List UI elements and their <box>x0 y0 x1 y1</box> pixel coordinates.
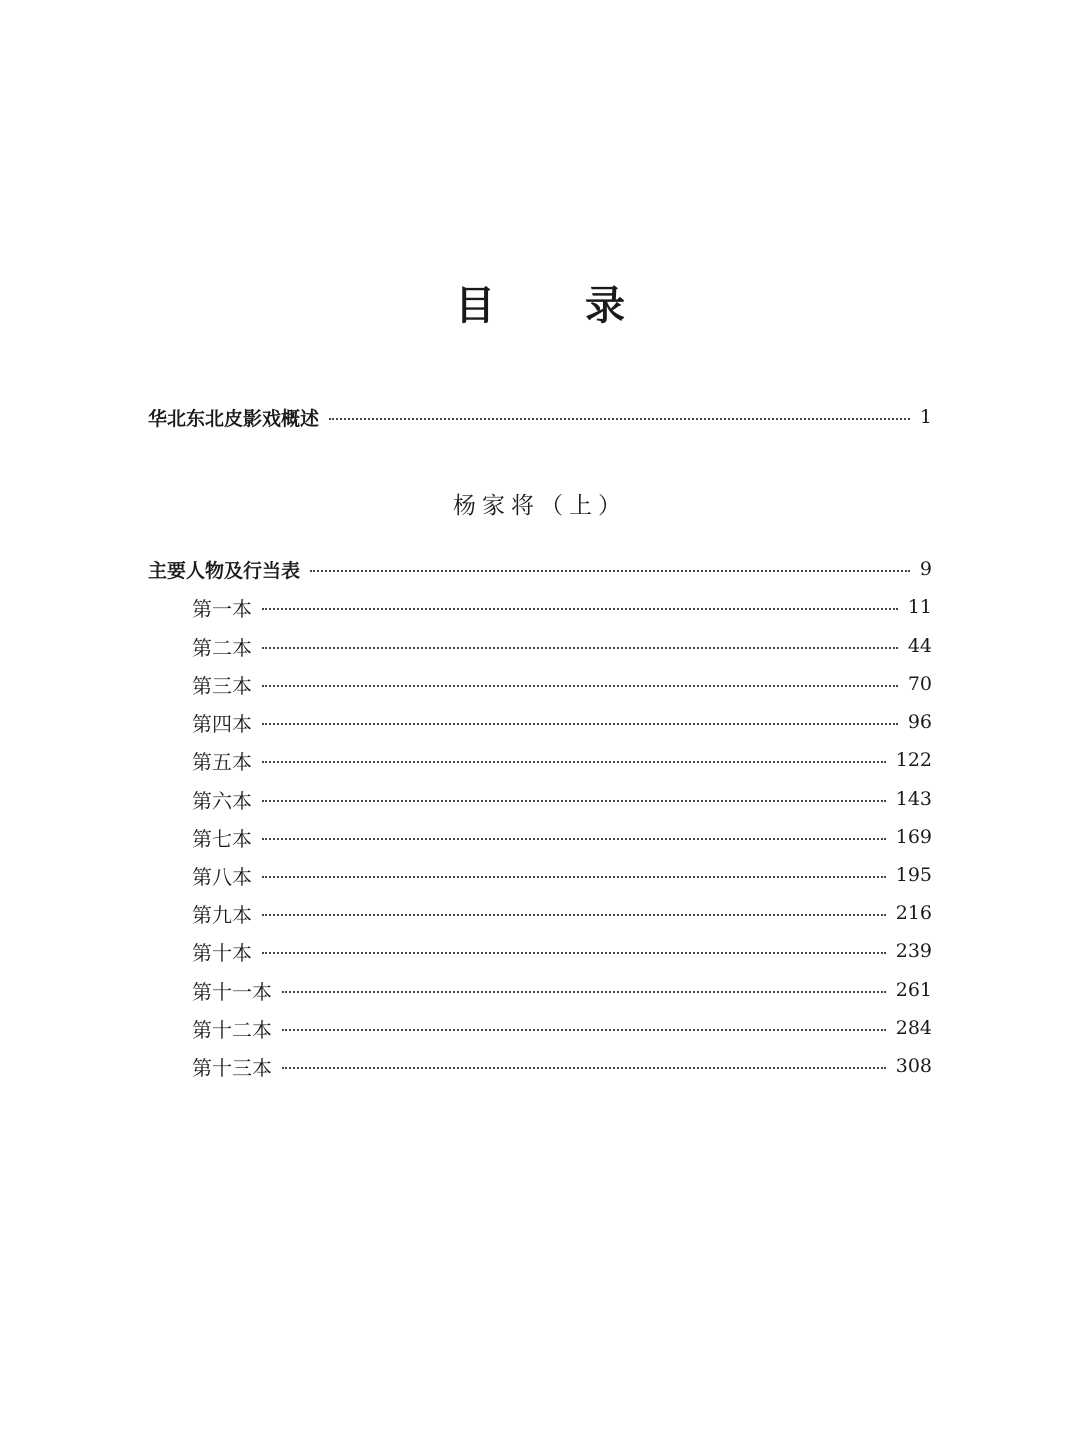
toc-entry-label: 第八本 <box>192 864 252 889</box>
toc-entry-chapter[interactable] <box>192 898 932 928</box>
toc-entry-page: 216 <box>895 902 932 924</box>
dot-leader <box>262 723 898 725</box>
dot-leader <box>262 761 886 763</box>
dot-leader <box>262 647 898 649</box>
toc-entry-chapter[interactable] <box>192 669 932 699</box>
toc-entry-label: 第三本 <box>192 673 252 698</box>
toc-entry-page: 143 <box>895 788 932 810</box>
toc-entry-chapter[interactable] <box>192 745 932 775</box>
toc-entry-page: 261 <box>895 979 932 1001</box>
toc-entry-chapter[interactable] <box>192 592 932 622</box>
toc-entry-label: 第十二本 <box>192 1017 272 1042</box>
dot-leader <box>262 685 898 687</box>
toc-entry-label: 第七本 <box>192 826 252 851</box>
toc-entry-label: 第一本 <box>192 596 252 621</box>
toc-entry-label: 第九本 <box>192 902 252 927</box>
toc-entry-page: 169 <box>895 826 932 848</box>
toc-entry-chapter[interactable] <box>192 975 932 1005</box>
dot-leader <box>310 570 910 572</box>
section-title: 杨家将（上） <box>453 493 627 519</box>
toc-entry-characters[interactable] <box>148 554 932 584</box>
dot-leader <box>262 914 886 916</box>
toc-entry-page: 1 <box>919 406 932 428</box>
toc-entry-page: 239 <box>895 940 932 962</box>
dot-leader <box>262 800 886 802</box>
toc-entry-label: 第二本 <box>192 635 252 660</box>
toc-entry-label: 第十一本 <box>192 979 272 1004</box>
toc-entry-page: 9 <box>919 558 932 580</box>
dot-leader <box>262 608 898 610</box>
toc-entry-chapter[interactable] <box>192 631 932 661</box>
toc-entry-page: 70 <box>907 673 932 695</box>
toc-entry-label: 第六本 <box>192 788 252 813</box>
dot-leader <box>329 418 910 420</box>
toc-entry-label: 第十本 <box>192 940 252 965</box>
toc-entry-label: 第十三本 <box>192 1055 272 1080</box>
dot-leader <box>262 876 886 878</box>
dot-leader <box>282 991 886 993</box>
page-title: 目 录 <box>455 283 663 329</box>
toc-entry-page: 96 <box>907 711 932 733</box>
toc-entry-overview[interactable] <box>148 402 932 432</box>
toc-entry-page: 308 <box>895 1055 932 1077</box>
toc-entry-chapter[interactable] <box>192 784 932 814</box>
dot-leader <box>262 838 886 840</box>
toc-entry-label: 第五本 <box>192 749 252 774</box>
dot-leader <box>262 952 886 954</box>
dot-leader <box>282 1029 886 1031</box>
toc-entry-chapter[interactable] <box>192 707 932 737</box>
toc-entry-page: 11 <box>907 596 932 618</box>
toc-entry-chapter[interactable] <box>192 822 932 852</box>
toc-entry-page: 195 <box>895 864 932 886</box>
toc-entry-chapter[interactable] <box>192 1051 932 1081</box>
toc-entry-chapter[interactable] <box>192 1013 932 1043</box>
toc-entry-page: 44 <box>907 635 932 657</box>
toc-entry-label: 主要人物及行当表 <box>148 559 301 582</box>
dot-leader <box>282 1067 886 1069</box>
toc-entry-label: 第四本 <box>192 711 252 736</box>
toc-entry-page: 284 <box>895 1017 932 1039</box>
toc-entry-chapter[interactable] <box>192 860 932 890</box>
toc-entry-label: 华北东北皮影戏概述 <box>148 407 320 430</box>
toc-entry-page: 122 <box>895 749 932 771</box>
toc-entry-chapter[interactable] <box>192 936 932 966</box>
